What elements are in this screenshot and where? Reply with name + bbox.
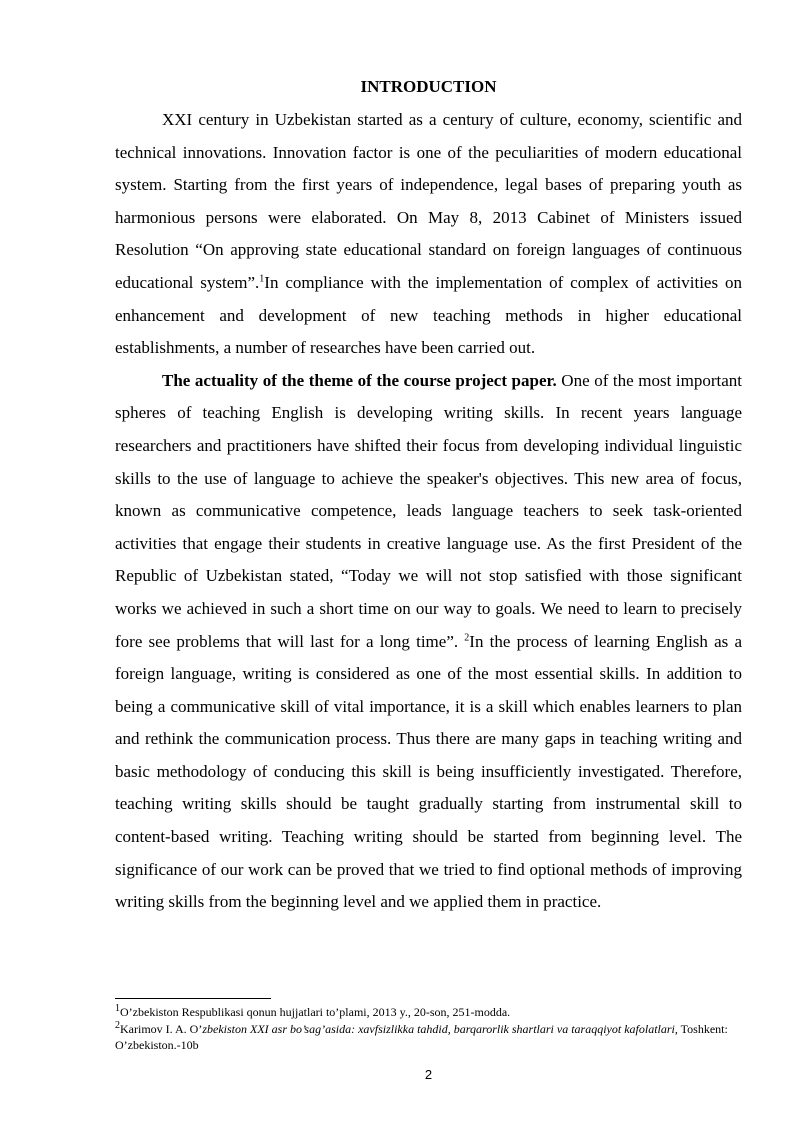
footnote-ref-2: 2 bbox=[464, 631, 470, 643]
paragraph-actuality-text-continued: In the process of learning English as a foreign language, writing is considered as one of the most essential skills. In addition to being a communicative skill of vital importance, it is a skill which enables learners to plan and rethink the communication process. Thus there are many gaps in teaching writing and basic methodology of conducing this skill is being insufficiently investigated. Therefore, teaching writing skills should be taught gradually starting from instrumental skill to content-based writing. Teaching writing should be started from beginning level. The significance of our work can be proved that we tried to find optional methods of improving writing skills from the beginning level and we applied them in practice. bbox=[115, 631, 742, 912]
paragraph-actuality-lead: The actuality of the theme of the course project paper. bbox=[162, 370, 557, 390]
footnote-1-marker: 1 bbox=[115, 1003, 120, 1014]
paragraph-intro-text: XXI century in Uzbekistan started as a century of culture, economy, scientific and technical innovations. Innovation factor is one of the peculiarities of modern educational system. Starting from the first years of independence, legal bases of preparing youth as harmonious persons were elaborated. On May 8, 2013 Cabinet of Ministers issued Resolution “On approving state educational standard on foreign languages of continuous educational system”. bbox=[115, 110, 742, 292]
body-text bbox=[115, 104, 742, 919]
paragraph-actuality-text: One of the most important spheres of teaching English is developing writing skills. In recent years language researchers and practitioners have shifted their focus from developing individual linguistic skills to the use of language to achieve the speaker's objectives. This new area of focus, known as communicative competence, leads language teachers to seek task-oriented activities that engage their students in creative language use. As the first President of the Republic of Uzbekistan stated, “Today we will not stop satisfied with those significant works we achieved in such a short time on our way to goals. We need to learn to precisely fore see problems that will last for a long time”. bbox=[115, 370, 742, 651]
section-heading: INTRODUCTION bbox=[360, 77, 497, 96]
footnote-2 bbox=[115, 1021, 742, 1054]
footnotes bbox=[115, 1004, 742, 1054]
footnote-1-text: O’zbekiston Respublikasi qonun hujjatlari to’plami, 2013 y., 20-son, 251-modda. bbox=[120, 1005, 511, 1019]
footnote-2-title: zbekiston XXI asr bo’sag’asida: xavfsizlikka tahdid, barqarorlik shartlari va taraqqiyot kafolatlari bbox=[202, 1021, 675, 1036]
footnote-1 bbox=[115, 1004, 742, 1021]
footnote-2-text-start: Karimov I. A. O’ bbox=[120, 1021, 203, 1036]
paragraph-actuality bbox=[115, 365, 742, 919]
footnote-2-text-end: , Toshkent: O’zbekiston.-10b bbox=[115, 1021, 728, 1052]
paragraph-intro-text-continued: In compliance with the implementation of complex of activities on enhancement and development of new teaching methods in higher educational establishments, a number of researches have been carried out. bbox=[115, 272, 742, 358]
paragraph-intro bbox=[115, 104, 742, 365]
footnote-separator bbox=[115, 998, 271, 999]
page-number: 2 bbox=[424, 1067, 433, 1082]
footnote-2-marker: 2 bbox=[115, 1019, 120, 1031]
footnote-ref-1: 1 bbox=[259, 273, 265, 285]
